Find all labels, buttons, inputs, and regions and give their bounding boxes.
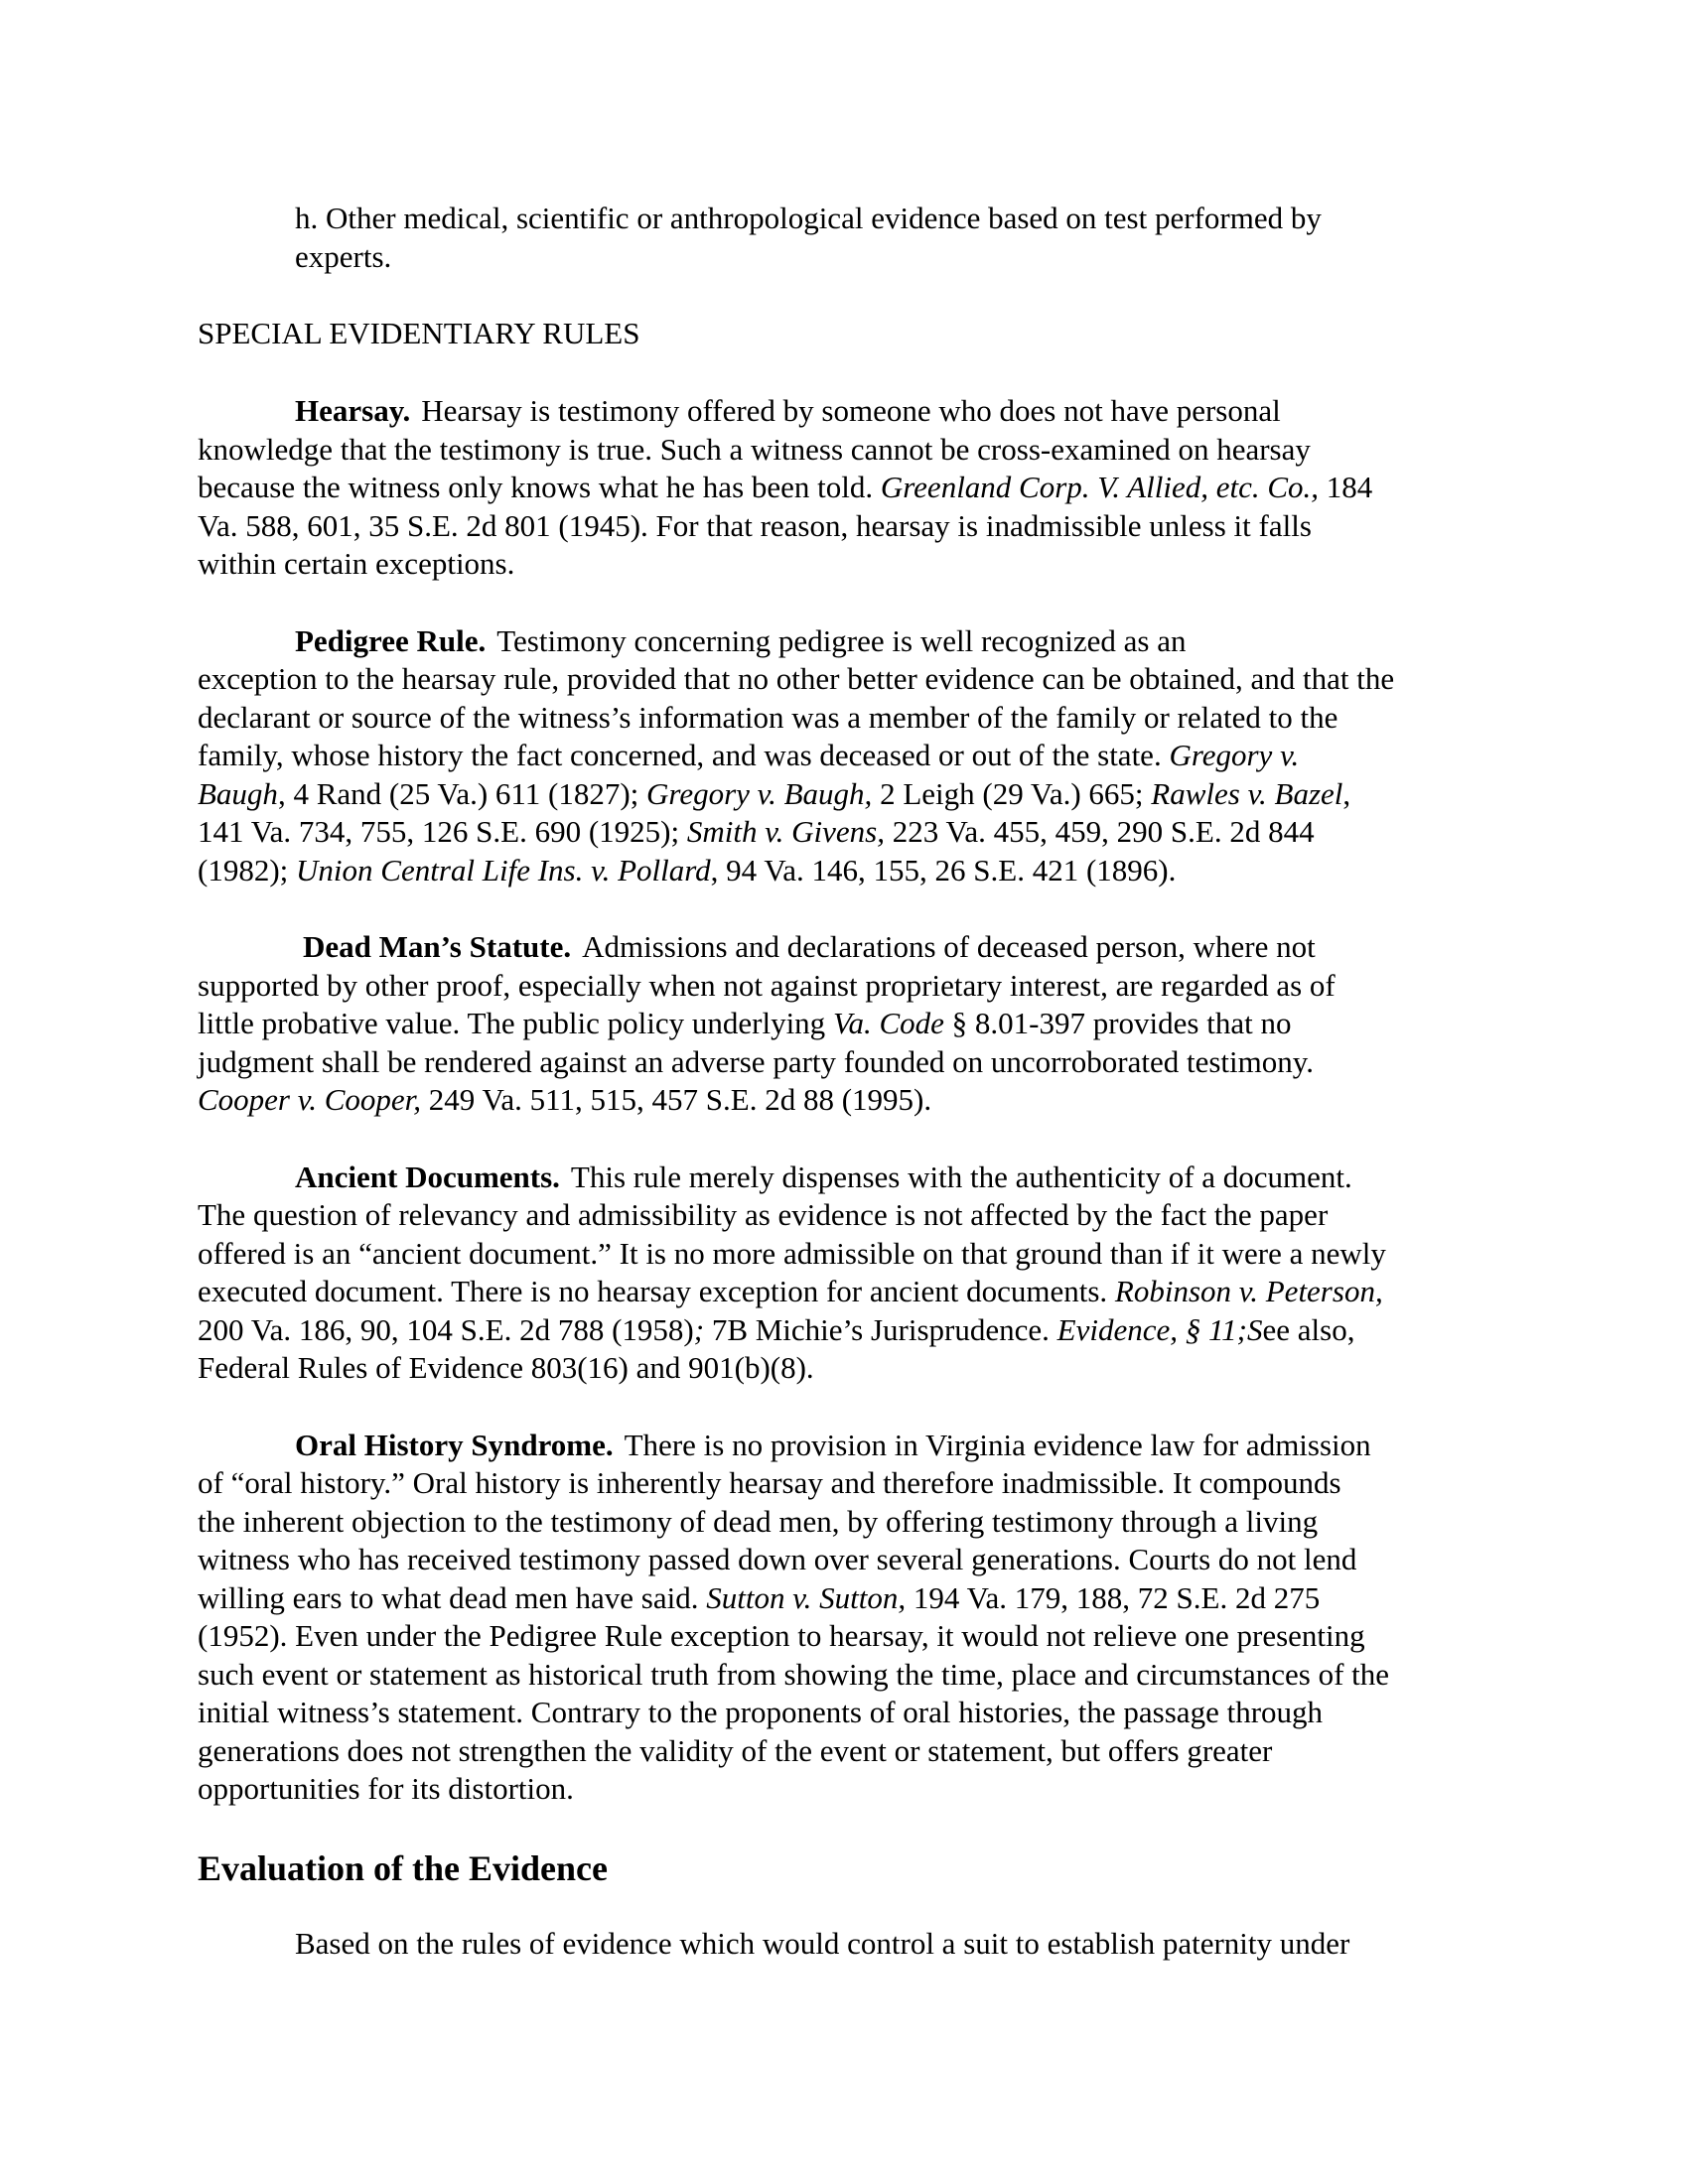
ancient-text: executed document. There is no hearsay exception for ancient documents. xyxy=(198,1274,1115,1308)
oral-line-8: initial witness’s statement. Contrary to the proponents of oral histories, the passage through xyxy=(198,1695,1324,1729)
oral-text: 194 Va. 179, 188, 72 S.E. 2d 275 xyxy=(906,1580,1321,1615)
pedigree-line-5 xyxy=(198,778,1350,809)
case-citation: Robinson v. Peterson, xyxy=(1114,1274,1383,1308)
hearsay-line-5: within certain exceptions. xyxy=(198,546,515,581)
pedigree-text: 223 Va. 455, 459, 290 S.E. 2d 844 xyxy=(885,814,1315,849)
deadman-text: little probative value. The public policy underlying xyxy=(198,1006,833,1040)
ancient-line-4 xyxy=(198,1276,1383,1306)
ancient-text: ee also, xyxy=(1262,1312,1355,1347)
ancient-text: 7B Michie’s Jurisprudence. xyxy=(704,1312,1057,1347)
case-citation: Cooper v. Cooper, xyxy=(198,1082,422,1117)
pedigree-text: , xyxy=(1342,776,1351,811)
hearsay-label: Hearsay. xyxy=(295,393,411,428)
deadman-line-2: supported by other proof, especially when not against proprietary interest, are regarded as of xyxy=(198,968,1336,1003)
oral-line-7: such event or statement as historical truth from showing the time, place and circumstances of the xyxy=(198,1657,1390,1692)
pedigree-text: , 94 Va. 146, 155, 26 S.E. 421 (1896). xyxy=(710,853,1177,887)
hearsay-text: 184 xyxy=(1319,470,1373,504)
pedigree-line-1 xyxy=(295,625,1187,656)
ancient-line-3: offered is an “ancient document.” It is no more admissible on that ground than if it were a newly xyxy=(198,1236,1386,1271)
hearsay-text: because the witness only knows what he has been told. xyxy=(198,470,881,504)
pedigree-text: (1982); xyxy=(198,853,297,887)
oral-line-10: opportunities for its distortion. xyxy=(198,1771,574,1806)
oral-line-1 xyxy=(295,1430,1371,1460)
ancient-text: This rule merely dispenses with the authenticity of a document. xyxy=(570,1160,1352,1194)
pedigree-line-2: exception to the hearsay rule, provided that no other better evidence can be obtained, and that the xyxy=(198,661,1395,696)
oral-text: willing ears to what dead men have said. xyxy=(198,1580,707,1615)
deadman-line-5 xyxy=(198,1084,931,1115)
pedigree-text: family, whose history the fact concerned, and was deceased or out of the state. xyxy=(198,738,1170,772)
pedigree-text: , 4 Rand (25 Va.) 611 (1827); xyxy=(277,776,647,811)
case-citation: Sutton v. Sutton, xyxy=(706,1580,907,1615)
punctuation: ; xyxy=(693,1312,705,1347)
ancient-line-6: Federal Rules of Evidence 803(16) and 901(b)(8). xyxy=(198,1350,814,1385)
treatise-citation: Evidence, § 11;S xyxy=(1056,1312,1263,1347)
evaluation-heading: Evaluation of the Evidence xyxy=(198,1848,609,1888)
pedigree-line-4 xyxy=(198,740,1299,770)
oral-line-6: (1952). Even under the Pedigree Rule exception to hearsay, it would not relieve one presenting xyxy=(198,1618,1365,1653)
statute-citation: Va. Code xyxy=(832,1006,944,1040)
oral-line-2: of “oral history.” Oral history is inherently hearsay and therefore inadmissible. It compounds xyxy=(198,1465,1341,1500)
deadman-line-1 xyxy=(303,931,1316,962)
pedigree-label: Pedigree Rule. xyxy=(295,623,487,658)
oral-line-5 xyxy=(198,1582,1320,1613)
oral-label: Oral History Syndrome. xyxy=(295,1428,614,1462)
case-citation: Union Central Life Ins. v. Pollard xyxy=(296,853,711,887)
ancient-label: Ancient Documents. xyxy=(295,1160,560,1194)
pedigree-text: 141 Va. 734, 755, 126 S.E. 690 (1925); xyxy=(198,814,687,849)
oral-line-9: generations does not strengthen the validity of the event or statement, but offers greater xyxy=(198,1733,1273,1768)
pedigree-line-3: declarant or source of the witness’s information was a member of the family or related to the xyxy=(198,700,1338,735)
oral-line-3: the inherent objection to the testimony of dead men, by offering testimony through a living xyxy=(198,1504,1319,1539)
hearsay-line-1 xyxy=(295,395,1281,426)
hearsay-text: Hearsay is testimony offered by someone who does not have personal xyxy=(421,393,1281,428)
item-h-line-1: h. Other medical, scientific or anthropological evidence based on test performed by xyxy=(295,201,1322,235)
case-citation: Gregory v. Baugh, xyxy=(646,776,873,811)
evaluation-line-1: Based on the rules of evidence which would control a suit to establish paternity under xyxy=(295,1926,1350,1961)
hearsay-line-4: Va. 588, 601, 35 S.E. 2d 801 (1945). For that reason, hearsay is inadmissible unless it falls xyxy=(198,508,1312,543)
hearsay-line-3 xyxy=(198,472,1372,502)
oral-line-4: witness who has received testimony passed down over several generations. Courts do not lend xyxy=(198,1542,1357,1576)
deadman-text: § 8.01-397 provides that no xyxy=(943,1006,1292,1040)
pedigree-line-6 xyxy=(198,816,1315,847)
pedigree-text: 2 Leigh (29 Va.) 665; xyxy=(872,776,1152,811)
oral-text: There is no provision in Virginia evidence law for admission xyxy=(624,1428,1371,1462)
hearsay-line-2: knowledge that the testimony is true. Such a witness cannot be cross-examined on hearsay xyxy=(198,432,1311,467)
case-citation: Gregory v. xyxy=(1169,738,1300,772)
ancient-line-2: The question of relevancy and admissibility as evidence is not affected by the fact the paper xyxy=(198,1197,1329,1232)
case-citation: Greenland Corp. V. Allied, etc. Co., xyxy=(880,470,1320,504)
pedigree-text: Testimony concerning pedigree is well recognized as an xyxy=(496,623,1187,658)
pedigree-line-7 xyxy=(198,855,1176,886)
case-citation: Baugh xyxy=(198,776,278,811)
deadman-label: Dead Man’s Statute. xyxy=(303,929,572,964)
ancient-text: 200 Va. 186, 90, 104 S.E. 2d 788 (1958) xyxy=(198,1312,694,1347)
case-citation: Rawles v. Bazel xyxy=(1151,776,1343,811)
item-h-line-2: experts. xyxy=(295,239,392,274)
deadman-text: Admissions and declarations of deceased person, where not xyxy=(582,929,1316,964)
deadman-line-4: judgment shall be rendered against an adverse party founded on uncorroborated testimony. xyxy=(198,1044,1314,1079)
ancient-line-1 xyxy=(295,1161,1352,1192)
deadman-text: 249 Va. 511, 515, 457 S.E. 2d 88 (1995). xyxy=(421,1082,932,1117)
deadman-line-3 xyxy=(198,1008,1291,1038)
case-citation: Smith v. Givens, xyxy=(686,814,885,849)
special-rules-heading: SPECIAL EVIDENTIARY RULES xyxy=(198,316,640,350)
ancient-line-5 xyxy=(198,1314,1354,1345)
